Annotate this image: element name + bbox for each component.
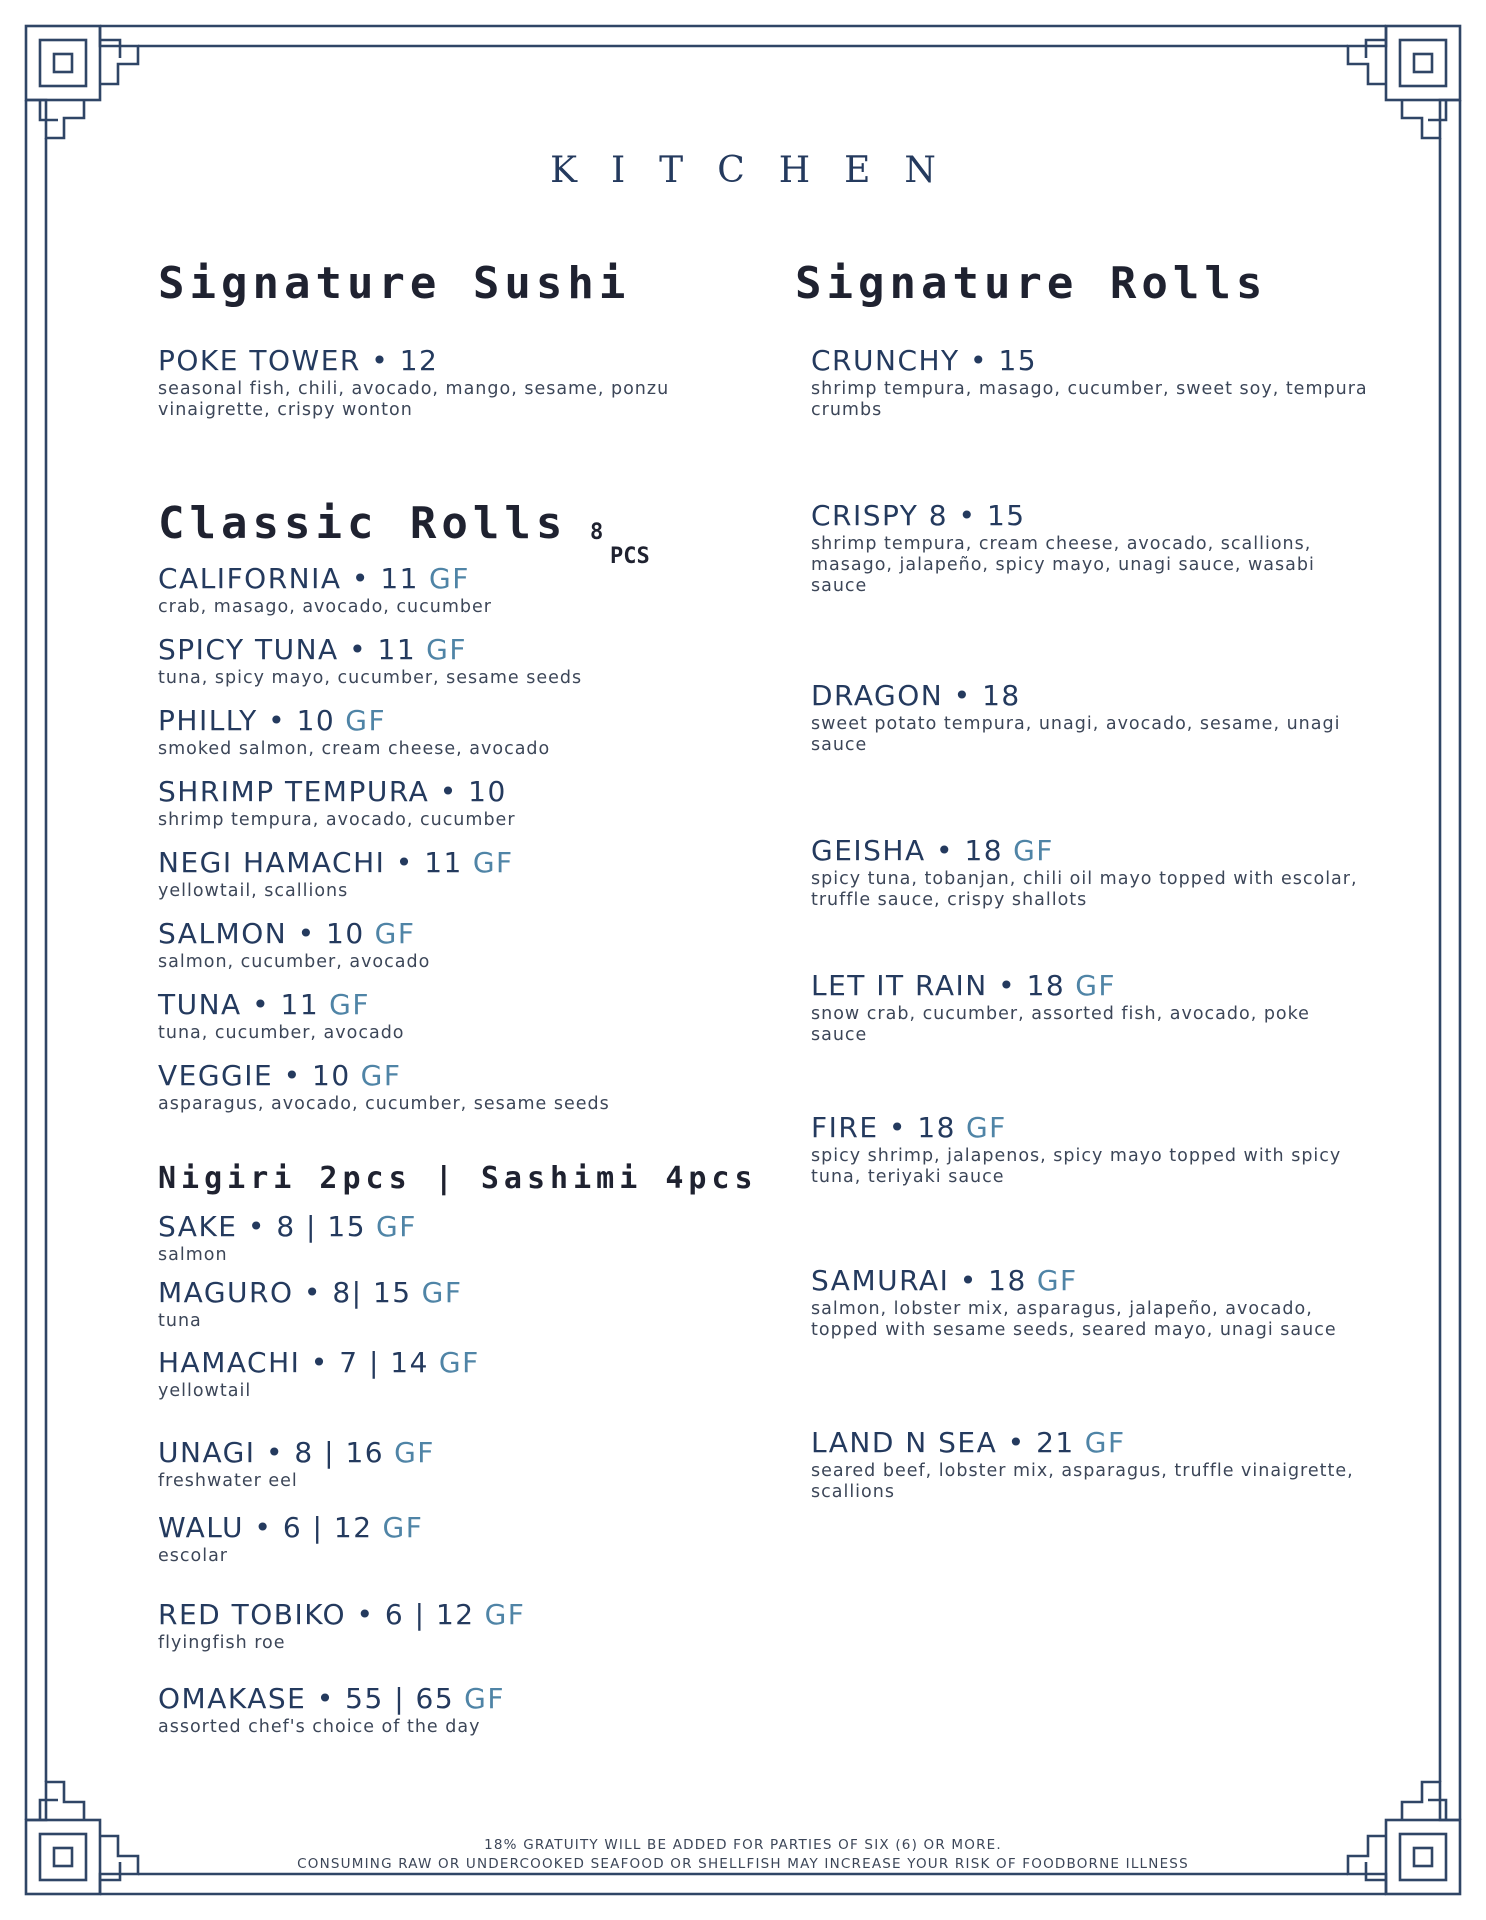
item-price: 18: [964, 834, 1004, 867]
item-price: 15: [986, 499, 1026, 532]
bullet-separator: •: [237, 1210, 277, 1243]
menu-item: [811, 501, 1371, 597]
item-price: 10: [312, 1059, 351, 1092]
item-price: 6 | 12: [384, 1598, 475, 1631]
item-price: 10: [468, 775, 507, 808]
bullet-separator: •: [306, 1682, 346, 1715]
bullet-separator: •: [948, 499, 987, 532]
page-title: KITCHEN: [550, 150, 970, 191]
bullet-separator: •: [987, 969, 1027, 1002]
bullet-separator: •: [341, 562, 381, 595]
item-description: snow crab, cucumber, assorted fish, avocado, poke sauce: [811, 1003, 1310, 1045]
item-description: spicy shrimp, jalapenos, spicy mayo topped with spicy tuna, teriyaki sauce: [811, 1145, 1342, 1187]
section-title-signature-sushi: Signature Sushi: [158, 258, 631, 309]
item-price: 11: [380, 562, 419, 595]
item-name: GEISHA: [811, 834, 926, 867]
menu-item: [158, 1684, 778, 1738]
item-description: sweet potato tempura, unagi, avocado, sesame, unagi sauce: [811, 713, 1341, 755]
item-name: CRISPY 8: [811, 499, 949, 532]
menu-item: [158, 1212, 778, 1266]
bullet-separator: •: [255, 1436, 295, 1469]
item-name: OMAKASE: [158, 1682, 307, 1715]
bullet-separator: •: [878, 1111, 918, 1144]
item-description: salmon, cucumber, avocado: [158, 951, 431, 972]
gf-badge: GF: [429, 562, 470, 595]
menu-item: [158, 1348, 778, 1402]
item-heading: [158, 346, 778, 377]
item-description: flyingfish roe: [158, 1632, 286, 1653]
gf-badge: GF: [464, 1682, 505, 1715]
menu-item: [811, 1266, 1371, 1341]
menu-item: [811, 1428, 1371, 1503]
bullet-separator: •: [385, 846, 425, 879]
gf-badge: GF: [394, 1436, 435, 1469]
menu-item: [158, 990, 778, 1044]
bullet-separator: •: [241, 988, 281, 1021]
gf-badge: GF: [1036, 1264, 1078, 1297]
gf-badge: GF: [472, 846, 514, 879]
bullet-separator: •: [925, 834, 965, 867]
bullet-separator: •: [346, 1598, 385, 1631]
section-title-nigiri-sashimi: Nigiri 2pcs | Sashimi 4pcs: [158, 1161, 758, 1196]
item-price: 11: [377, 633, 417, 666]
item-name: PHILLY: [158, 704, 258, 737]
item-price: 18: [988, 1264, 1027, 1297]
item-name: SHRIMP TEMPURA: [158, 775, 430, 808]
item-description: tuna: [158, 1310, 202, 1331]
menu-item: [811, 971, 1371, 1046]
bullet-separator: •: [273, 1059, 313, 1092]
bullet-separator: •: [949, 1264, 989, 1297]
item-name: FIRE: [811, 1111, 879, 1144]
item-price: 55 | 65: [345, 1682, 455, 1715]
gf-badge: GF: [329, 988, 370, 1021]
item-description: shrimp tempura, cream cheese, avocado, scallions, masago, jalapeño, spicy mayo, unagi sauce, wasabi sauce: [811, 533, 1315, 596]
menu-item: [158, 777, 778, 831]
item-description: assorted chef's choice of the day: [158, 1716, 481, 1737]
item-name: LAND N SEA: [811, 1426, 998, 1459]
item-description: spicy tuna, tobanjan, chili oil mayo topped with escolar, truffle sauce, crispy shallots: [811, 868, 1358, 910]
item-description: yellowtail: [158, 1380, 252, 1401]
pcs-count-number: 8: [590, 520, 604, 545]
gf-badge: GF: [382, 1511, 424, 1544]
gf-badge: GF: [965, 1111, 1007, 1144]
gf-badge: GF: [438, 1346, 480, 1379]
item-name: CALIFORNIA: [158, 562, 342, 595]
bullet-separator: •: [429, 775, 469, 808]
bullet-separator: •: [371, 344, 400, 377]
item-description: salmon, lobster mix, asparagus, jalapeño, avocado, topped with sesame seeds, seared mayo, unagi sauce: [811, 1298, 1337, 1340]
item-price: 6 | 12: [282, 1511, 373, 1544]
pcs-count-unit: PCS: [610, 544, 650, 569]
item-description: tuna, cucumber, avocado: [158, 1022, 405, 1043]
gf-badge: GF: [421, 1276, 463, 1309]
menu-item: [158, 706, 778, 760]
item-price: 8 | 16: [294, 1436, 385, 1469]
item-name: POKE TOWER: [158, 344, 361, 377]
item-price: 11: [280, 988, 320, 1021]
foodborne-illness-notice: CONSUMING RAW OR UNDERCOOKED SEAFOOD OR SHELLFISH MAY INCREASE YOUR RISK OF FOODBORNE ILLNESS: [297, 1856, 1189, 1872]
item-description: asparagus, avocado, cucumber, sesame seeds: [158, 1093, 610, 1114]
item-description: seared beef, lobster mix, asparagus, truffle vinaigrette, scallions: [811, 1460, 1354, 1502]
item-description: freshwater eel: [158, 1470, 298, 1491]
gf-badge: GF: [426, 633, 467, 666]
bullet-separator: •: [997, 1426, 1037, 1459]
item-name: UNAGI: [158, 1436, 256, 1469]
menu-item: [158, 1061, 778, 1115]
item-price: 15: [998, 344, 1038, 377]
menu-item: [811, 836, 1371, 911]
menu-item: [158, 564, 778, 618]
item-price: 7 | 14: [339, 1346, 429, 1379]
item-price: 8 | 15: [276, 1210, 367, 1243]
footer-notice: [0, 1836, 1486, 1874]
item-name: SALMON: [158, 917, 288, 950]
gf-badge: GF: [484, 1598, 526, 1631]
gf-badge: GF: [374, 917, 416, 950]
item-name: WALU: [158, 1511, 245, 1544]
item-name: LET IT RAIN: [811, 969, 988, 1002]
item-price: 10: [296, 704, 336, 737]
menu-item: [158, 919, 778, 973]
item-name: TUNA: [158, 988, 242, 1021]
bullet-separator: •: [959, 344, 999, 377]
menu-item: [811, 1113, 1371, 1188]
item-name: SPICY TUNA: [158, 633, 339, 666]
gf-badge: GF: [360, 1059, 402, 1092]
menu-item: [811, 681, 1371, 756]
bullet-separator: •: [943, 679, 983, 712]
item-price: 8| 15: [332, 1276, 412, 1309]
item-description: yellowtail, scallions: [158, 880, 349, 901]
item-description: seasonal fish, chili, avocado, mango, sesame, ponzu vinaigrette, crispy wonton: [158, 378, 670, 420]
gratuity-notice: 18% GRATUITY WILL BE ADDED FOR PARTIES OF SIX (6) OR MORE.: [484, 1837, 1002, 1853]
item-description: smoked salmon, cream cheese, avocado: [158, 738, 551, 759]
menu-item-poke-tower: [158, 346, 778, 421]
gf-badge: GF: [345, 704, 387, 737]
item-description: shrimp tempura, masago, cucumber, sweet soy, tempura crumbs: [811, 378, 1368, 420]
menu-item: [158, 635, 778, 689]
menu-item: [158, 1513, 778, 1567]
menu-item: [158, 848, 778, 902]
item-name: NEGI HAMACHI: [158, 846, 386, 879]
bullet-separator: •: [244, 1511, 283, 1544]
menu-item: [158, 1438, 778, 1492]
item-description: salmon: [158, 1244, 228, 1265]
gf-badge: GF: [376, 1210, 417, 1243]
item-description: tuna, spicy mayo, cucumber, sesame seeds: [158, 667, 583, 688]
item-price: 11: [424, 846, 463, 879]
gf-badge: GF: [1013, 834, 1054, 867]
bullet-separator: •: [293, 1276, 333, 1309]
menu-item: [158, 1600, 778, 1654]
item-description: crab, masago, avocado, cucumber: [158, 596, 492, 617]
gf-badge: GF: [1084, 1426, 1126, 1459]
section-title-classic-rolls: Classic Rolls: [158, 498, 568, 549]
item-price: 10: [326, 917, 365, 950]
item-name: HAMACHI: [158, 1346, 301, 1379]
item-price: 18: [917, 1111, 956, 1144]
bullet-separator: •: [287, 917, 327, 950]
menu-item: [158, 1278, 778, 1332]
item-name: MAGURO: [158, 1276, 294, 1309]
item-name: SAMURAI: [811, 1264, 950, 1297]
item-name: CRUNCHY: [811, 344, 960, 377]
item-name: VEGGIE: [158, 1059, 274, 1092]
item-description: shrimp tempura, avocado, cucumber: [158, 809, 516, 830]
bullet-separator: •: [257, 704, 297, 737]
item-price: 18: [1026, 969, 1066, 1002]
item-name: SAKE: [158, 1210, 238, 1243]
menu-item: [811, 346, 1371, 421]
item-price: 18: [982, 679, 1021, 712]
item-description: escolar: [158, 1545, 228, 1566]
gf-badge: GF: [1075, 969, 1117, 1002]
item-price: 12: [399, 344, 439, 377]
corner-ornament-top-left: [26, 26, 138, 138]
item-price: 21: [1036, 1426, 1075, 1459]
bullet-separator: •: [300, 1346, 340, 1379]
item-name: RED TOBIKO: [158, 1598, 347, 1631]
item-name: DRAGON: [811, 679, 944, 712]
section-title-signature-rolls: Signature Rolls: [795, 258, 1268, 309]
bullet-separator: •: [338, 633, 378, 666]
